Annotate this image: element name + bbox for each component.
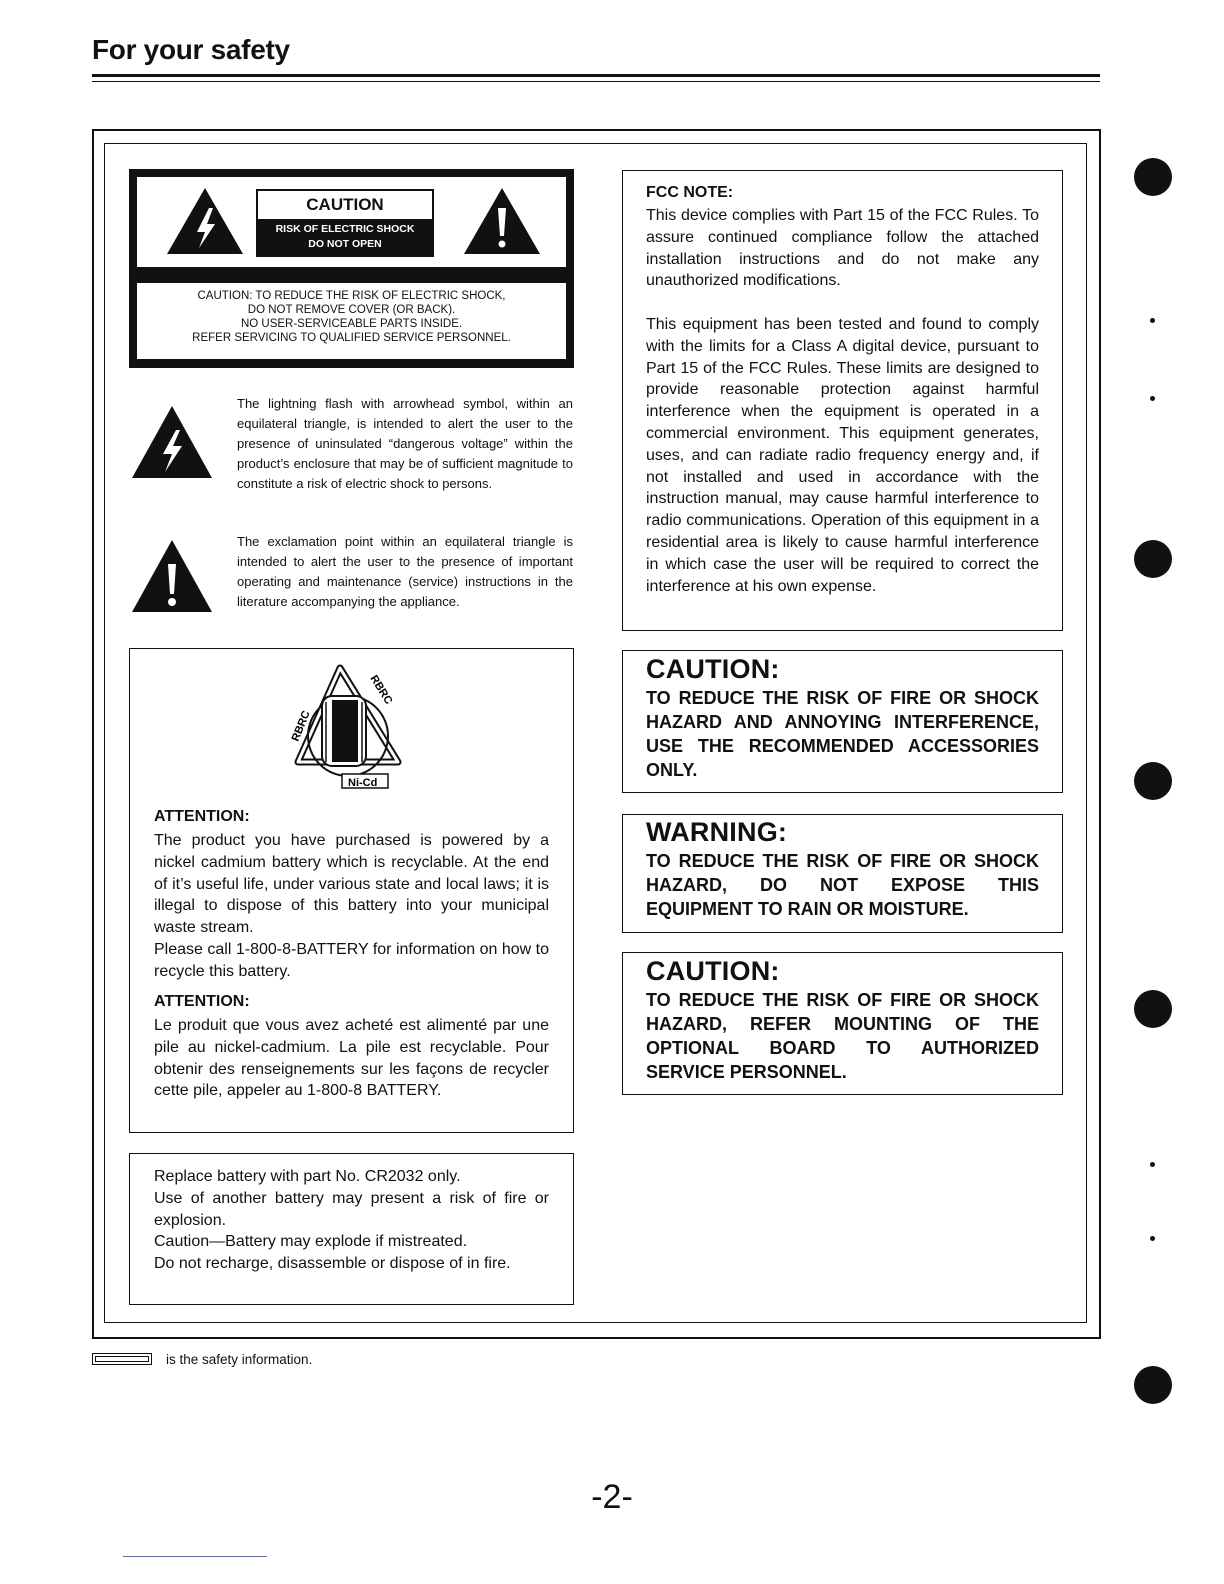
rbrc-recycle-icon xyxy=(278,662,418,790)
attention-en-body: The product you have purchased is powered by a nickel cadmium battery which is recyclable. At the end of it’s useful life, under various state and local laws; it is illegal to dispose of this battery into your municipal waste stream. xyxy=(154,832,549,937)
warning-body: TO REDUCE THE RISK OF FIRE OR SHOCK HAZARD, DO NOT EXPOSE THIS EQUIPMENT TO RAIN OR MOISTURE. xyxy=(646,851,1039,919)
header-rule-thick xyxy=(92,74,1100,77)
page-bottom-line xyxy=(123,1556,267,1557)
warning-title: WARNING: xyxy=(646,817,788,847)
caution-accessories-title: CAUTION: xyxy=(646,654,780,684)
attention-en-heading: ATTENTION: xyxy=(154,808,250,825)
binder-hole-mark xyxy=(1134,990,1172,1028)
exclamation-symbol-explanation: The exclamation point within an equilateral triangle is intended to alert the user to the presence of important operating and maintenance (service) instructions in the literature accompanying the appliance. xyxy=(237,534,573,609)
speck-mark xyxy=(1150,1236,1155,1241)
replace-battery-line4: Do not recharge, disassemble or dispose of in fire. xyxy=(154,1255,511,1273)
caution-label-text xyxy=(137,283,566,359)
header-rule-thin xyxy=(92,81,1100,82)
rbrc-label-right: RBRC xyxy=(367,673,395,707)
label-text-line2: DO NOT REMOVE COVER (OR BACK). xyxy=(247,304,456,316)
replace-battery-line2: Use of another battery may present a risk of fire or explosion. xyxy=(154,1189,549,1229)
lightning-triangle-icon xyxy=(130,404,214,480)
binder-hole-mark xyxy=(1134,1366,1172,1404)
safety-box-legend-icon xyxy=(92,1353,152,1365)
page-number: -2- xyxy=(591,1478,633,1516)
replace-battery-text xyxy=(154,1166,549,1275)
label-risk-line2: DO NOT OPEN xyxy=(308,238,382,250)
fcc-para2: This equipment has been tested and found to comply with the limits for a Class A digital device, pursuant to Part 15 of the FCC Rules. These limits are designed to provide reasonable protection against harmful interference when the equipment is operated in a commercial environment. This equipment generates, uses, and can radiate radio frequency energy and, if not installed and used in accordance with the instruction manual, may cause harmful interference to radio communications. Operation of this equipment in a residential area is likely to cause harmful interference in which case the user will be required to correct the interference at his own expense. xyxy=(646,316,1039,595)
speck-mark xyxy=(1150,396,1155,401)
lightning-symbol-explanation: The lightning flash with arrowhead symbol, within an equilateral triangle, is intended to alert the user to the presence of uninsulated “dangerous voltage” within the product’s enclosure that may be of sufficient magnitude to constitute a risk of electric shock to persons. xyxy=(237,396,573,491)
exclamation-triangle-icon xyxy=(130,538,214,614)
caution-mounting-body: TO REDUCE THE RISK OF FIRE OR SHOCK HAZARD, REFER MOUNTING OF THE OPTIONAL BOARD TO AUTHORIZED SERVICE PERSONNEL. xyxy=(646,990,1039,1082)
replace-battery-line3: Caution—Battery may explode if mistreated. xyxy=(154,1233,468,1251)
caution-accessories-body: TO REDUCE THE RISK OF FIRE OR SHOCK HAZARD AND ANNOYING INTERFERENCE, USE THE RECOMMENDED ACCESSORIES ONLY. xyxy=(646,688,1039,780)
rbrc-label-left: RBRC xyxy=(289,709,313,744)
replace-battery-line1: Replace battery with part No. CR2032 only. xyxy=(154,1168,461,1185)
label-caution-word: CAUTION xyxy=(306,195,384,214)
binder-hole-mark xyxy=(1134,762,1172,800)
fcc-para1: This device complies with Part 15 of the FCC Rules. To assure continued compliance follow the attached installation instructions and do not make any unauthorized modifications. xyxy=(646,207,1039,290)
fcc-heading: FCC NOTE: xyxy=(646,184,734,201)
attention-fr-heading: ATTENTION: xyxy=(154,993,250,1010)
label-text-line1: CAUTION: TO REDUCE THE RISK OF ELECTRIC SHOCK, xyxy=(197,290,506,302)
safety-legend-text: is the safety information. xyxy=(166,1352,313,1367)
binder-hole-mark xyxy=(1134,158,1172,196)
label-text-line3: NO USER-SERVICEABLE PARTS INSIDE. xyxy=(240,318,463,330)
label-risk-block xyxy=(258,219,432,255)
caution-mounting-title: CAUTION: xyxy=(646,956,780,986)
label-text-line4: REFER SERVICING TO QUALIFIED SERVICE PERSONNEL. xyxy=(192,332,511,344)
attention-fr-body: Le produit que vous avez acheté est alimenté par une pile au nickel-cadmium. La pile est recyclable. Pour obtenir des renseignements sur les façons de recycler cette pile, appeler au 1-800-8 BATTERY. xyxy=(154,1017,549,1100)
binder-hole-mark xyxy=(1134,540,1172,578)
nicd-label: Ni-Cd xyxy=(348,777,378,789)
page-title: For your safety xyxy=(92,34,290,65)
attention-en-call: Please call 1-800-8-BATTERY for information on how to recycle this battery. xyxy=(154,941,549,980)
exclamation-triangle-icon xyxy=(462,186,542,256)
lightning-triangle-icon xyxy=(165,186,245,256)
speck-mark xyxy=(1150,318,1155,323)
speck-mark xyxy=(1150,1162,1155,1167)
label-risk-line1: RISK OF ELECTRIC SHOCK xyxy=(275,223,415,235)
